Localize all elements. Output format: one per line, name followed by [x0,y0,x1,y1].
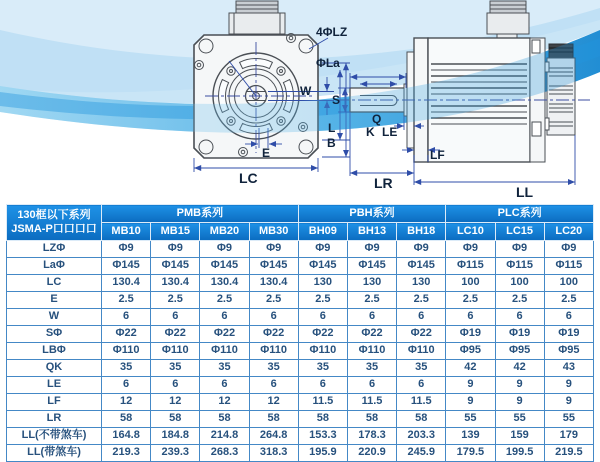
dim-label-b: B [327,136,336,150]
table-cell: Φ145 [151,258,200,275]
table-cell: 130.4 [151,275,200,292]
table-cell: 35 [347,360,396,377]
table-cell: 178.3 [347,428,396,445]
table-row [7,309,594,326]
column-group-2: PLC系列 [446,205,594,223]
dim-label-le: LE [382,125,398,139]
front-connector [229,1,285,34]
table-cell: Φ115 [446,258,495,275]
corner-header [7,205,102,241]
table-cell: 179 [544,428,593,445]
table-cell: 58 [102,411,151,428]
table-cell: 2.5 [446,292,495,309]
table-cell: 35 [102,360,151,377]
row-label: LaΦ [7,258,102,275]
table-cell: 6 [200,377,249,394]
dim-label-ll: LL [516,184,534,200]
table-cell: 6 [102,309,151,326]
table-cell: Φ9 [495,241,544,258]
spec-table-container [6,204,594,462]
table-cell: Φ9 [102,241,151,258]
column-group-1: PBH系列 [298,205,446,223]
table-cell: Φ145 [249,258,298,275]
table-cell: 219.3 [102,445,151,462]
table-cell: 55 [495,411,544,428]
table-cell: 2.5 [200,292,249,309]
table-cell: 239.3 [151,445,200,462]
table-cell: 6 [446,309,495,326]
table-cell: 35 [298,360,347,377]
table-cell: 164.8 [102,428,151,445]
table-cell: Φ9 [200,241,249,258]
table-cell: Φ95 [446,343,495,360]
row-label: LR [7,411,102,428]
table-cell: 130.4 [200,275,249,292]
table-cell: 35 [200,360,249,377]
table-cell: Φ110 [397,343,446,360]
table-cell: 9 [495,377,544,394]
table-cell: Φ110 [249,343,298,360]
table-row [7,258,594,275]
corner-header-line: 130框以下系列 [17,209,91,222]
table-cell: Φ145 [347,258,396,275]
table-cell: 9 [495,394,544,411]
table-cell: Φ19 [544,326,593,343]
column-header-LC20: LC20 [544,223,593,241]
column-header-LC15: LC15 [495,223,544,241]
table-cell: 153.3 [298,428,347,445]
table-cell: 6 [495,309,544,326]
table-cell: Φ9 [446,241,495,258]
table-cell: 11.5 [298,394,347,411]
table-cell: 220.9 [347,445,396,462]
table-cell: Φ110 [298,343,347,360]
table-cell: 58 [397,411,446,428]
table-cell: 203.3 [397,428,446,445]
table-cell: Φ22 [249,326,298,343]
table-cell: 130 [298,275,347,292]
table-cell: Φ145 [102,258,151,275]
dim-label-k: K [366,125,375,139]
table-cell: 100 [495,275,544,292]
table-cell: 6 [397,309,446,326]
table-cell: 35 [397,360,446,377]
table-cell: Φ110 [151,343,200,360]
column-header-MB20: MB20 [200,223,249,241]
table-row [7,241,594,258]
table-cell: Φ9 [151,241,200,258]
table-cell: 6 [151,309,200,326]
table-row [7,326,594,343]
table-cell: 6 [397,377,446,394]
table-cell: 55 [544,411,593,428]
spec-table [6,204,594,462]
table-cell: 130 [347,275,396,292]
table-cell: Φ145 [298,258,347,275]
dim-label-q: Q [372,112,382,126]
table-cell: Φ95 [544,343,593,360]
column-header-BH18: BH18 [397,223,446,241]
column-header-MB10: MB10 [102,223,151,241]
table-cell: 6 [249,309,298,326]
dim-label-lf: LF [430,148,445,162]
table-cell: 58 [298,411,347,428]
table-cell: Φ22 [347,326,396,343]
table-cell: 6 [347,309,396,326]
table-cell: Φ22 [151,326,200,343]
row-label: E [7,292,102,309]
table-cell: 6 [544,309,593,326]
table-cell: Φ9 [347,241,396,258]
table-cell: 6 [249,377,298,394]
table-cell: 9 [544,377,593,394]
dim-label-w: W [300,84,312,98]
row-label: LE [7,377,102,394]
table-row [7,360,594,377]
table-cell: 184.8 [151,428,200,445]
table-cell: 6 [102,377,151,394]
table-cell: Φ145 [200,258,249,275]
column-group-0: PMB系列 [102,205,299,223]
table-cell: 100 [544,275,593,292]
table-cell: 2.5 [347,292,396,309]
corner-header-line: JSMA-P口口口口 [11,222,97,235]
spec-table-header [7,205,594,241]
row-label: LL(带煞车) [7,445,102,462]
table-cell: 12 [151,394,200,411]
table-cell: 35 [249,360,298,377]
table-row [7,411,594,428]
table-cell: 2.5 [495,292,544,309]
row-label: LBΦ [7,343,102,360]
table-cell: Φ19 [495,326,544,343]
table-cell: Φ145 [397,258,446,275]
table-cell: 268.3 [200,445,249,462]
table-cell: Φ9 [249,241,298,258]
table-cell: 245.9 [397,445,446,462]
spec-table-body [7,241,594,462]
table-cell: Φ110 [347,343,396,360]
table-cell: Φ110 [102,343,151,360]
dim-label-e: E [262,146,271,160]
table-cell: 6 [298,377,347,394]
table-cell: 6 [298,309,347,326]
table-cell: 42 [495,360,544,377]
table-cell: 179.5 [446,445,495,462]
table-row [7,445,594,462]
table-cell: 100 [446,275,495,292]
table-cell: 11.5 [397,394,446,411]
table-cell: 130 [397,275,446,292]
table-cell: 42 [446,360,495,377]
table-cell: Φ110 [200,343,249,360]
table-row [7,275,594,292]
table-row [7,428,594,445]
side-connector-top [487,1,529,38]
table-cell: 12 [200,394,249,411]
column-header-BH13: BH13 [347,223,396,241]
table-cell: 2.5 [298,292,347,309]
table-cell: 2.5 [397,292,446,309]
row-label: LL(不带煞车) [7,428,102,445]
table-cell: 12 [249,394,298,411]
table-cell: 58 [200,411,249,428]
table-cell: 318.3 [249,445,298,462]
table-cell: Φ9 [544,241,593,258]
table-cell: Φ9 [298,241,347,258]
row-label: LF [7,394,102,411]
table-cell: Φ19 [446,326,495,343]
column-header-MB15: MB15 [151,223,200,241]
table-cell: 6 [347,377,396,394]
table-cell: 2.5 [544,292,593,309]
table-cell: Φ22 [200,326,249,343]
table-cell: 11.5 [347,394,396,411]
table-cell: 9 [544,394,593,411]
dim-label-lz: 4ΦLZ [316,25,348,39]
table-cell: 130.4 [102,275,151,292]
dim-label-s: S [332,93,341,107]
table-cell: 43 [544,360,593,377]
table-cell: 264.8 [249,428,298,445]
dim-label-lc: LC [239,170,258,186]
table-row [7,292,594,309]
dim-label-l: L [328,121,336,135]
table-cell: 130.4 [249,275,298,292]
table-cell: 139 [446,428,495,445]
table-row [7,343,594,360]
table-cell: 219.5 [544,445,593,462]
table-cell: 2.5 [249,292,298,309]
table-cell: 195.9 [298,445,347,462]
dim-label-la: ΦLa [316,56,340,70]
table-cell: 9 [446,377,495,394]
table-cell: 58 [347,411,396,428]
column-header-LC10: LC10 [446,223,495,241]
column-header-MB30: MB30 [249,223,298,241]
column-header-BH09: BH09 [298,223,347,241]
table-row [7,394,594,411]
table-cell: Φ115 [544,258,593,275]
table-row [7,377,594,394]
table-cell: Φ22 [397,326,446,343]
table-cell: 9 [446,394,495,411]
table-cell: 199.5 [495,445,544,462]
table-cell: 159 [495,428,544,445]
row-label: LC [7,275,102,292]
table-cell: 35 [151,360,200,377]
table-cell: 12 [102,394,151,411]
row-label: LZΦ [7,241,102,258]
row-label: QK [7,360,102,377]
table-cell: 214.8 [200,428,249,445]
table-cell: 58 [151,411,200,428]
table-cell: Φ115 [495,258,544,275]
table-cell: Φ95 [495,343,544,360]
row-label: W [7,309,102,326]
table-cell: 6 [200,309,249,326]
table-cell: 2.5 [102,292,151,309]
row-label: SΦ [7,326,102,343]
dim-label-lr: LR [374,175,393,191]
table-cell: 2.5 [151,292,200,309]
motor-dimension-diagrams [0,0,600,204]
table-cell: 55 [446,411,495,428]
table-cell: Φ22 [102,326,151,343]
table-cell: 6 [151,377,200,394]
table-cell: Φ9 [397,241,446,258]
table-cell: 58 [249,411,298,428]
table-cell: Φ22 [298,326,347,343]
